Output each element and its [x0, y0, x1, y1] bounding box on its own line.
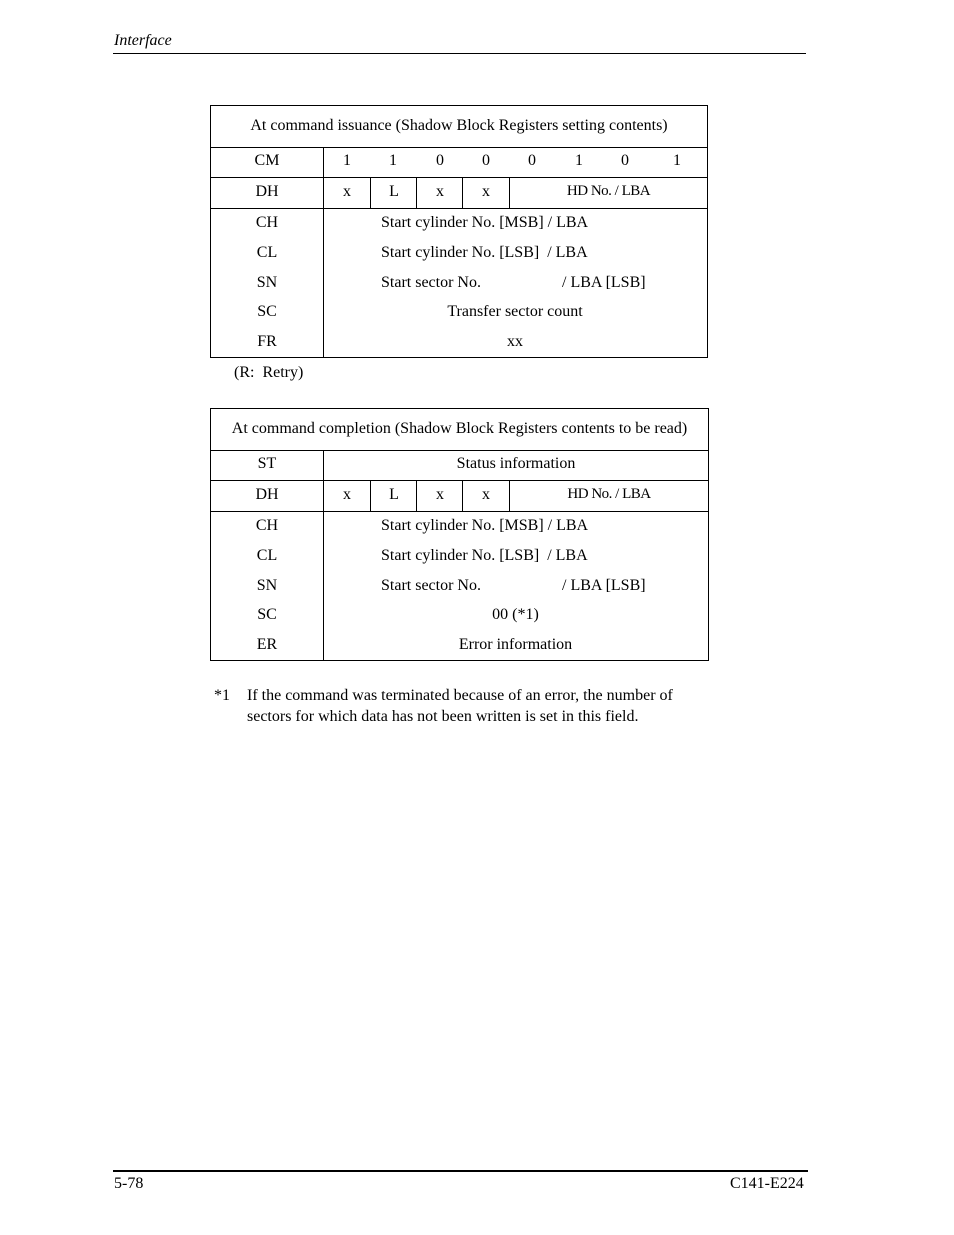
retry-note: (R: Retry)	[234, 364, 304, 381]
register-rows	[211, 511, 708, 660]
register-name-cl: CL	[256, 547, 278, 564]
table-caption: At command issuance (Shadow Block Registers setting contents)	[211, 106, 707, 148]
command-completion-table	[210, 408, 709, 661]
dh-bit-6: L	[370, 480, 417, 511]
sn-lba-value: / LBA [LSB]	[562, 274, 646, 291]
register-name-sc: SC	[257, 606, 277, 623]
bit-1: 0	[621, 152, 629, 169]
dh-bit-5: x	[416, 177, 463, 208]
er-value: Error information	[458, 636, 573, 653]
bit-0: 1	[673, 152, 681, 169]
register-name: DH	[255, 183, 279, 200]
register-value	[323, 480, 708, 511]
dh-head-lba: HD No. / LBA	[509, 480, 708, 511]
footnote-line-1: If the command was terminated because of an error, the number of	[247, 687, 673, 704]
command-issuance-table	[210, 105, 708, 358]
register-name-fr: FR	[257, 333, 277, 350]
sn-lba-value: / LBA [LSB]	[562, 577, 646, 594]
register-value	[323, 450, 708, 480]
register-row-cm	[211, 147, 707, 178]
dh-head-lba: HD No. / LBA	[509, 177, 707, 208]
register-name: ST	[257, 455, 277, 472]
page-number: 5-78	[114, 1175, 144, 1192]
register-name-cl: CL	[256, 244, 278, 261]
footnote-line-2: sectors for which data has not been written is set in this field.	[247, 708, 639, 725]
register-value	[323, 177, 707, 208]
table-caption: At command completion (Shadow Block Registers contents to be read)	[211, 409, 708, 451]
register-name-sn: SN	[256, 274, 278, 291]
sn-value: Start sector No.	[381, 577, 481, 594]
dh-bit-6: L	[370, 177, 417, 208]
sc-value: Transfer sector count	[447, 303, 583, 320]
dh-bit-4: x	[462, 177, 509, 208]
sc-value: 00 (*1)	[492, 606, 539, 623]
register-row-st	[211, 450, 708, 481]
st-value: Status information	[456, 455, 576, 472]
dh-bit-4: x	[462, 480, 509, 511]
header-rule	[113, 53, 806, 54]
dh-bit-7: x	[343, 183, 351, 200]
dh-bit-5: x	[416, 480, 463, 511]
register-name: CM	[254, 152, 280, 169]
bit-3: 0	[528, 152, 536, 169]
footnote-mark: *1	[214, 687, 230, 704]
register-value	[323, 147, 707, 177]
bit-2: 1	[575, 152, 583, 169]
register-name-ch: CH	[255, 214, 279, 231]
register-name-sn: SN	[256, 577, 278, 594]
register-row-dh	[211, 177, 707, 209]
bit-6: 1	[389, 152, 397, 169]
register-name: DH	[255, 486, 279, 503]
fr-value: xx	[507, 333, 523, 350]
ch-value: Start cylinder No. [MSB] / LBA	[381, 517, 589, 534]
bit-7: 1	[343, 152, 351, 169]
sn-value: Start sector No.	[381, 274, 481, 291]
footer-rule	[113, 1170, 808, 1172]
register-row-dh	[211, 480, 708, 512]
ch-value: Start cylinder No. [MSB] / LBA	[381, 214, 589, 231]
register-rows	[211, 208, 707, 357]
register-name-ch: CH	[255, 517, 279, 534]
cl-value: Start cylinder No. [LSB] / LBA	[381, 244, 588, 261]
register-name-sc: SC	[257, 303, 277, 320]
register-name-er: ER	[256, 636, 278, 653]
page-header-title: Interface	[114, 32, 172, 49]
bit-4: 0	[482, 152, 490, 169]
cl-value: Start cylinder No. [LSB] / LBA	[381, 547, 588, 564]
dh-bit-7: x	[343, 486, 351, 503]
document-id: C141-E224	[730, 1175, 804, 1192]
bit-5: 0	[436, 152, 444, 169]
